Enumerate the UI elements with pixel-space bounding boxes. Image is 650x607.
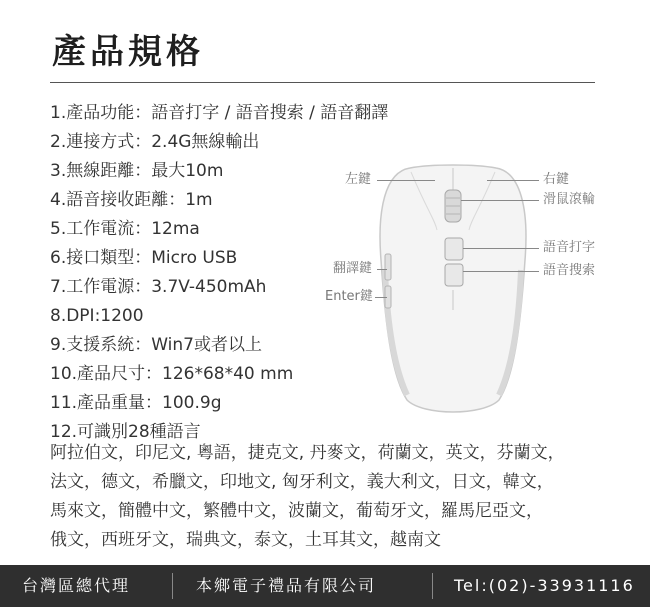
language-line: 馬來文，簡體中文，繁體中文，波蘭文，葡萄牙文，羅馬尼亞文， [50,501,543,521]
spec-item: 10.產品尺寸：126*68*40 mm [50,364,294,384]
footer-divider [432,573,433,599]
voice-search-leader [463,271,539,272]
language-line: 俄文，西班牙文，瑞典文，泰文，土耳其文，越南文 [50,530,441,550]
spec-item: 11.產品重量：100.9g [50,393,222,413]
spec-item: 3.無線距離：最大10m [50,161,224,181]
spec-item: 1.產品功能：語音打字 / 語音搜索 / 語音翻譯 [50,103,389,123]
footer-distributor: 台灣區總代理 [22,576,131,595]
footer-divider [172,573,173,599]
translate-key-label: 翻譯鍵 [333,261,373,276]
footer-bar [0,565,650,607]
enter-key-label: Enter鍵 [325,289,373,304]
voice-typing-label: 語音打字 [543,240,596,255]
spec-item: 9.支援系統：Win7或者以上 [50,335,262,355]
voice-search-label: 語音搜索 [543,263,596,278]
footer-tel: Tel:(02)-33931116 [454,576,635,595]
left-key-leader [377,180,435,181]
voice-typing-leader [463,248,539,249]
title-divider [50,82,595,83]
spec-item: 8.DPI:1200 [50,306,144,326]
spec-item: 7.工作電源：3.7V-450mAh [50,277,267,297]
spec-item: 5.工作電流：12ma [50,219,200,239]
mouse-diagram [315,150,615,420]
left-key-label: 左鍵 [345,172,372,187]
language-line: 法文，德文，希臘文，印地文, 匈牙利文，義大利文，日文，韓文， [50,472,554,492]
language-line: 阿拉伯文，印尼文, 粵語，捷克文, 丹麥文，荷蘭文，英文，芬蘭文， [50,443,565,463]
spec-item: 2.連接方式：2.4G無線輸出 [50,132,260,152]
right-key-label: 右鍵 [543,172,570,187]
footer-company: 本鄉電子禮品有限公司 [196,576,377,595]
page-title: 產品規格 [52,32,204,72]
spec-item: 4.語音接收距離：1m [50,190,213,210]
scroll-wheel-leader [461,200,539,201]
spec-item: 6.接口類型：Micro USB [50,248,238,268]
mouse-illustration [315,150,615,420]
enter-key-leader [375,297,387,298]
language-list [50,439,610,555]
translate-key-leader [377,269,387,270]
right-key-leader [487,180,539,181]
scroll-wheel-label: 滑鼠滾輪 [543,192,596,207]
spec-item: 12.可識別28種語言 [50,422,201,442]
